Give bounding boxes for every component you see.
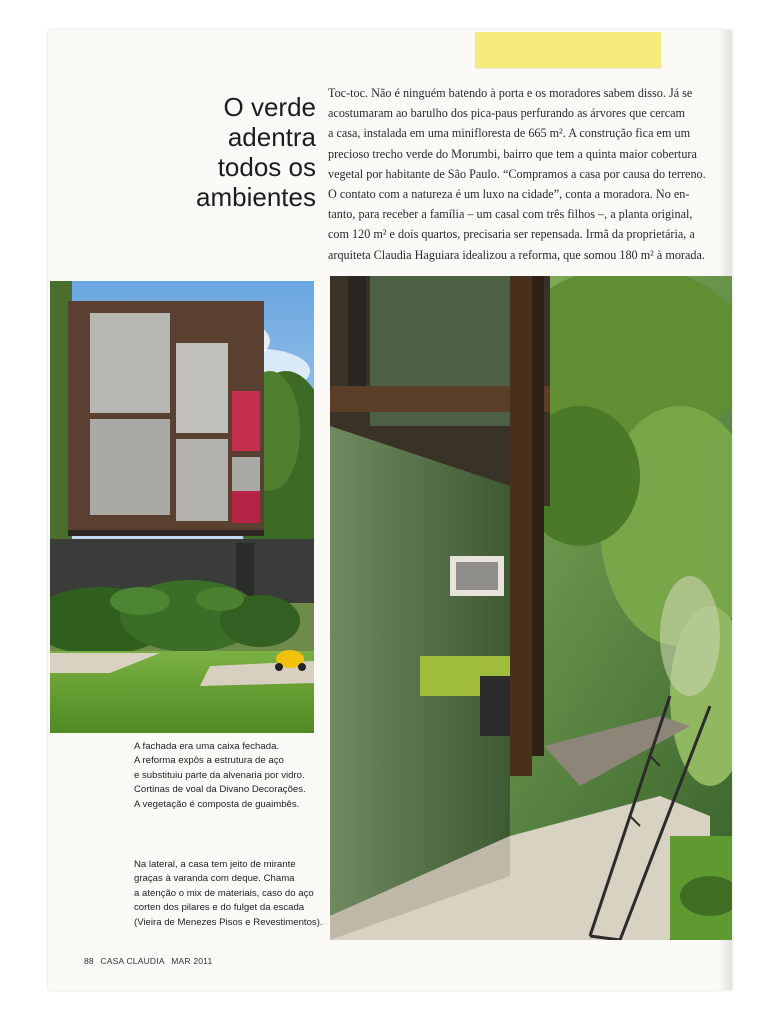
deck-photo: [330, 276, 732, 940]
deck-caption: [134, 858, 334, 930]
caption-line: graças à varanda com deque. Chama: [134, 873, 295, 885]
body-line: tanto, para receber a família – um casal com três filhos –, a planta original,: [328, 207, 693, 222]
facade-caption: [134, 740, 334, 812]
caption-line: A vegetação é composta de guaimbês.: [134, 798, 300, 810]
page-footer: [84, 956, 216, 966]
headline: [160, 92, 316, 212]
caption-line: A fachada era uma caixa fechada.: [134, 741, 280, 752]
caption-line: A reforma expôs a estrutura de aço: [134, 755, 284, 767]
body-line: precioso trecho verde do Morumbi, bairro que tem a quinta maior cobertura: [328, 146, 697, 161]
headline-line: adentra: [227, 122, 316, 152]
issue-date: MAR 2011: [171, 956, 213, 966]
body-line: Toc-toc. Não é ninguém batendo à porta e os moradores sabem disso. Já se: [328, 86, 693, 100]
body-line: O contato com a natureza é um luxo na cidade”, conta a moradora. No en-: [328, 187, 690, 202]
body-line: com 120 m² e dois quartos, precisaria ser repensada. Irmã da proprietária, a: [328, 227, 695, 242]
page-number: 88: [84, 956, 94, 966]
caption-line: Na lateral, a casa tem jeito de mirante: [134, 859, 296, 870]
body-line: a casa, instalada em uma minifloresta de 665 m². A construção fica em um: [328, 126, 691, 141]
body-line: vegetal por habitante de São Paulo. “Compramos a casa por causa do terreno.: [328, 166, 706, 181]
headline-line: todos os: [217, 152, 316, 182]
caption-line: a atenção o mix de materiais, caso do aço: [134, 887, 314, 899]
facade-photo-illustration: [50, 281, 314, 733]
caption-line: Cortinas de voal da Divano Decorações.: [134, 784, 306, 796]
caption-line: corten dos pilares e do fulget da escada: [134, 902, 305, 914]
caption-line: e substituiu parte da alvenaria por vidro.: [134, 769, 305, 781]
headline-line: O verde: [223, 92, 316, 122]
body-line: acostumaram ao barulho dos pica-paus perfurando as árvores que cercam: [328, 106, 686, 121]
magazine-page: [48, 30, 732, 990]
body-line: arquiteta Claudia Haguiara idealizou a reforma, que somou 180 m² à morada.: [328, 247, 705, 262]
facade-photo: [50, 281, 314, 733]
deck-photo-illustration: [330, 276, 732, 940]
article-body: [328, 83, 708, 265]
sticky-note: [475, 32, 661, 68]
caption-line: (Vieira de Menezes Pisos e Revestimentos).: [134, 916, 323, 928]
headline-line: ambientes: [196, 182, 316, 212]
magazine-name: CASA CLAUDIA: [100, 956, 165, 966]
